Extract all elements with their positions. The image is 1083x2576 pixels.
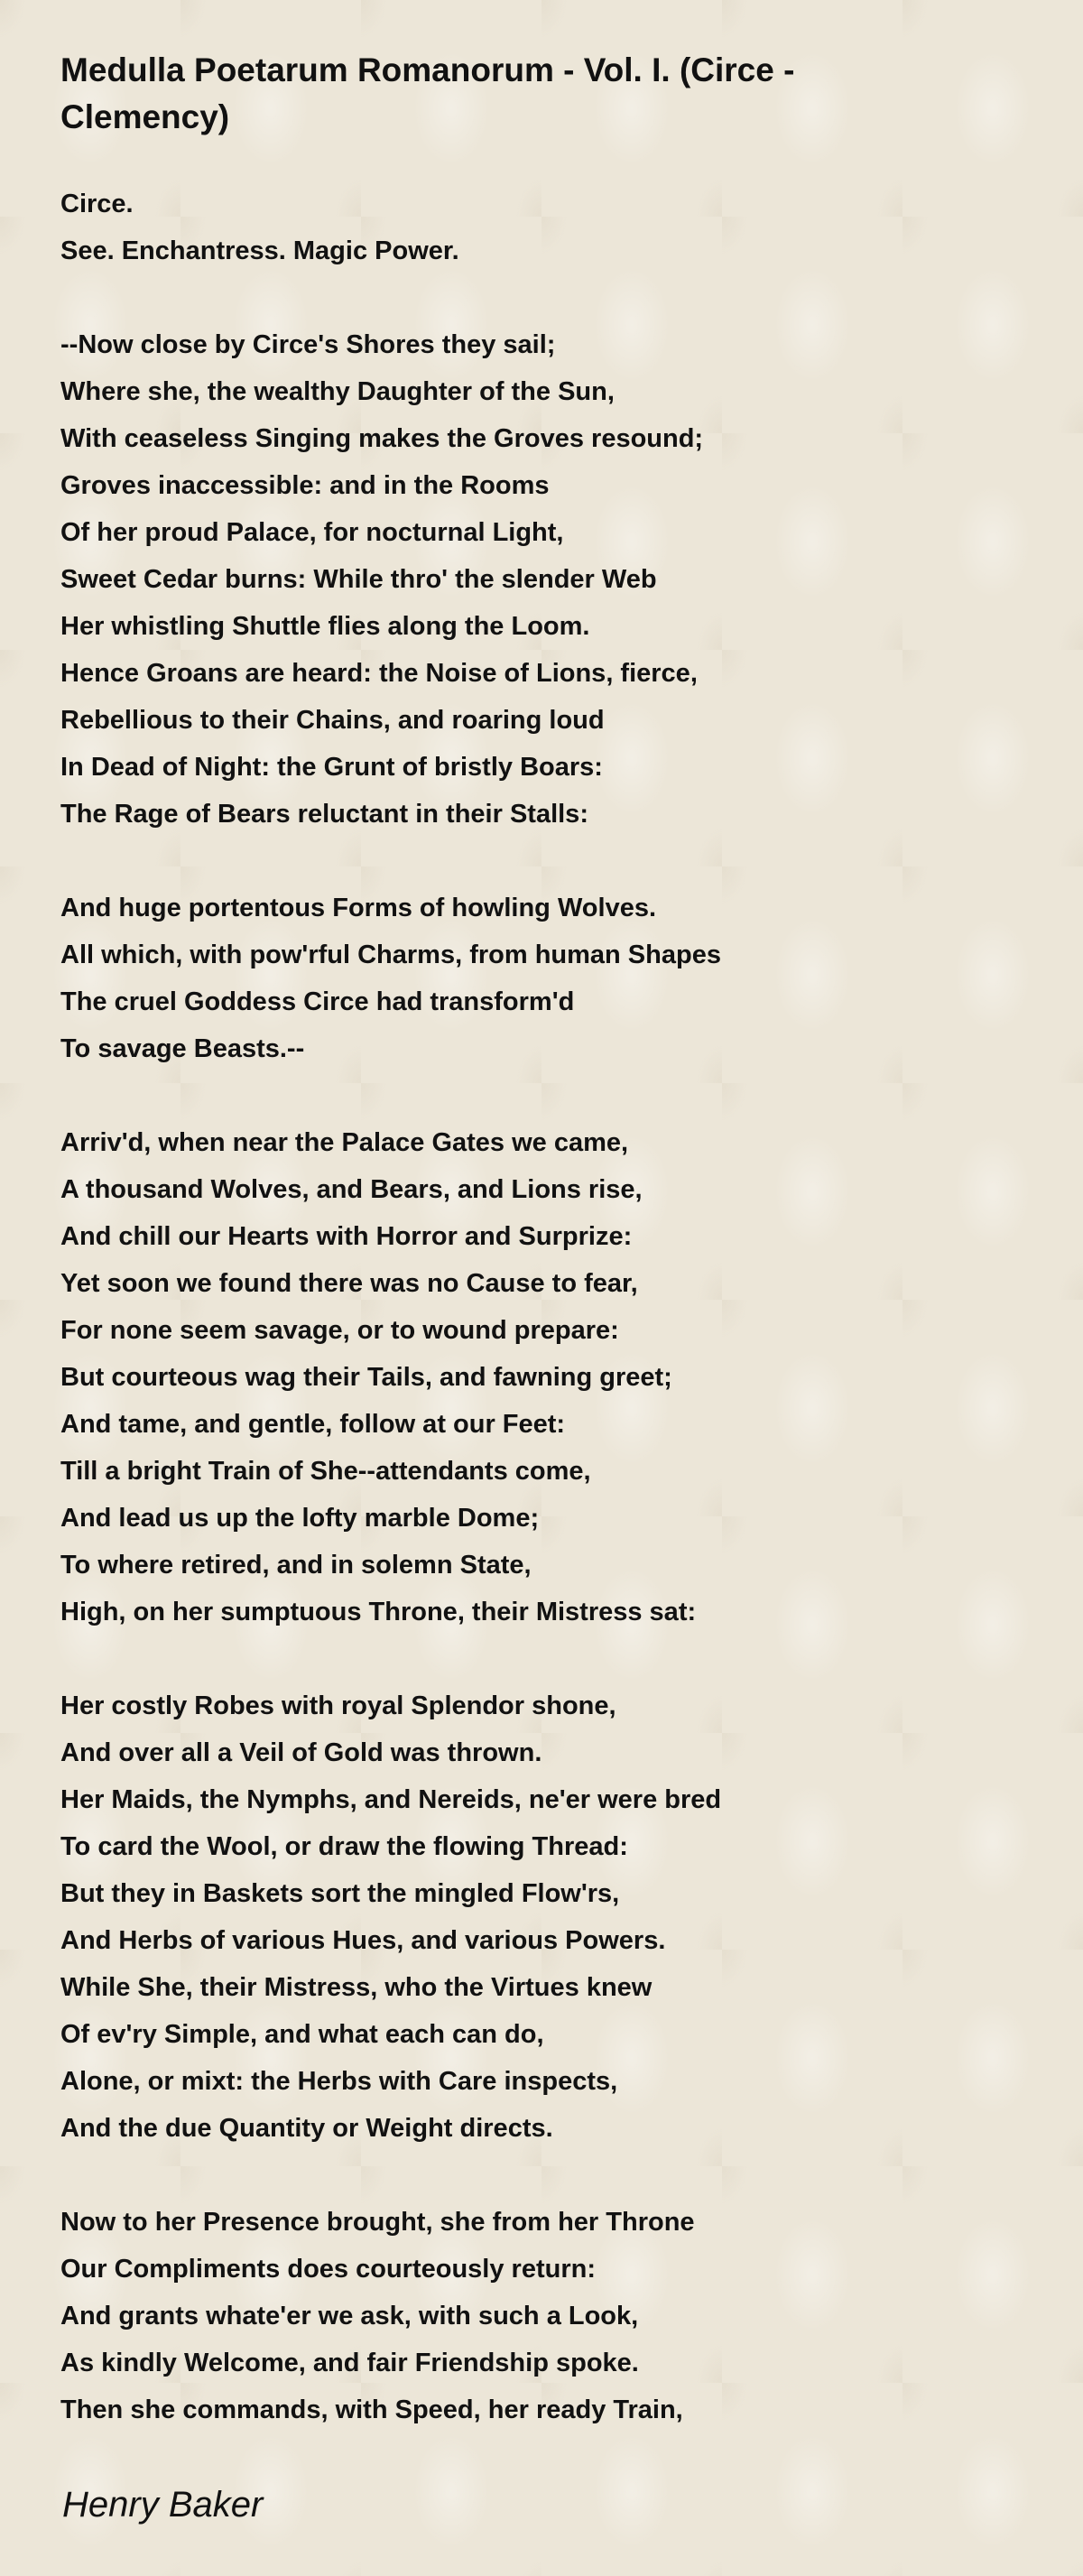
poem-line: Hence Groans are heard: the Noise of Lions, fierce, bbox=[60, 659, 698, 688]
poem-line: The cruel Goddess Circe had transform'd bbox=[60, 987, 575, 1016]
poem-line: And the due Quantity or Weight directs. bbox=[60, 2114, 553, 2143]
poem-line: --Now close by Circe's Shores they sail; bbox=[60, 330, 556, 359]
poem-line: And lead us up the lofty marble Dome; bbox=[60, 1504, 540, 1533]
poem-line: Groves inaccessible: and in the Rooms bbox=[60, 471, 550, 500]
poem-line: The Rage of Bears reluctant in their Stalls: bbox=[60, 800, 588, 829]
poem-line: And over all a Veil of Gold was thrown. bbox=[60, 1738, 542, 1767]
poem-line: Till a bright Train of She--attendants come, bbox=[60, 1457, 591, 1486]
poem-line: Of ev'ry Simple, and what each can do, bbox=[60, 2020, 544, 2049]
poem-line: For none seem savage, or to wound prepare: bbox=[60, 1316, 619, 1345]
poem-line: Now to her Presence brought, she from her Throne bbox=[60, 2208, 695, 2237]
stanza-break bbox=[60, 2152, 1017, 2199]
poem-line: And grants whate'er we ask, with such a Look, bbox=[60, 2302, 639, 2330]
poem-line: Where she, the wealthy Daughter of the Sun, bbox=[60, 377, 615, 406]
poem-line: To savage Beasts.-- bbox=[60, 1034, 305, 1063]
poem-line: To where retired, and in solemn State, bbox=[60, 1551, 532, 1580]
poem-body bbox=[60, 181, 1017, 2433]
poem-line: And huge portentous Forms of howling Wolves. bbox=[60, 894, 657, 922]
poem-line: Rebellious to their Chains, and roaring loud bbox=[60, 706, 605, 735]
poem-line: In Dead of Night: the Grunt of bristly Boars: bbox=[60, 753, 603, 782]
poem-line: Our Compliments does courteously return: bbox=[60, 2255, 596, 2284]
poem-line: But courteous wag their Tails, and fawning greet; bbox=[60, 1363, 672, 1392]
poem-line: Her costly Robes with royal Splendor shone, bbox=[60, 1691, 616, 1720]
poem-line: All which, with pow'rful Charms, from human Shapes bbox=[60, 941, 721, 969]
poem-line: See. Enchantress. Magic Power. bbox=[60, 236, 459, 265]
poem-line: As kindly Welcome, and fair Friendship spoke. bbox=[60, 2349, 639, 2377]
stanza-break bbox=[60, 1072, 1017, 1119]
author-name: Henry Baker bbox=[62, 2485, 264, 2525]
poem-line: Alone, or mixt: the Herbs with Care inspects, bbox=[60, 2067, 618, 2096]
poem-line: But they in Baskets sort the mingled Flow'rs, bbox=[60, 1879, 620, 1908]
poem-title: Medulla Poetarum Romanorum - Vol. I. (Circe - Clemency) bbox=[60, 51, 795, 135]
poem-line: While She, their Mistress, who the Virtues knew bbox=[60, 1973, 653, 2002]
poem-line: Arriv'd, when near the Palace Gates we came, bbox=[60, 1128, 629, 1157]
poem-line: Her whistling Shuttle flies along the Loom. bbox=[60, 612, 590, 641]
poem-line: And Herbs of various Hues, and various Powers. bbox=[60, 1926, 666, 1955]
poem-line: A thousand Wolves, and Bears, and Lions rise, bbox=[60, 1175, 643, 1204]
poem-line: With ceaseless Singing makes the Groves resound; bbox=[60, 424, 704, 453]
poem-line: To card the Wool, or draw the flowing Thread: bbox=[60, 1832, 628, 1861]
stanza-break bbox=[60, 838, 1017, 885]
poem-line: And tame, and gentle, follow at our Feet: bbox=[60, 1410, 566, 1439]
poem-line: Then she commands, with Speed, her ready Train, bbox=[60, 2395, 683, 2424]
poem-line: Sweet Cedar burns: While thro' the slender Web bbox=[60, 565, 657, 594]
poem-line: Yet soon we found there was no Cause to fear, bbox=[60, 1269, 638, 1298]
stanza-break bbox=[60, 274, 1017, 321]
poem-line: Her Maids, the Nymphs, and Nereids, ne'er were bred bbox=[60, 1785, 722, 1814]
poem-line: Of her proud Palace, for nocturnal Light, bbox=[60, 518, 564, 547]
stanza-break bbox=[60, 1635, 1017, 1682]
poem-line: High, on her sumptuous Throne, their Mistress sat: bbox=[60, 1598, 697, 1626]
poem-line: Circe. bbox=[60, 190, 134, 218]
poem-line: And chill our Hearts with Horror and Surprize: bbox=[60, 1222, 633, 1251]
